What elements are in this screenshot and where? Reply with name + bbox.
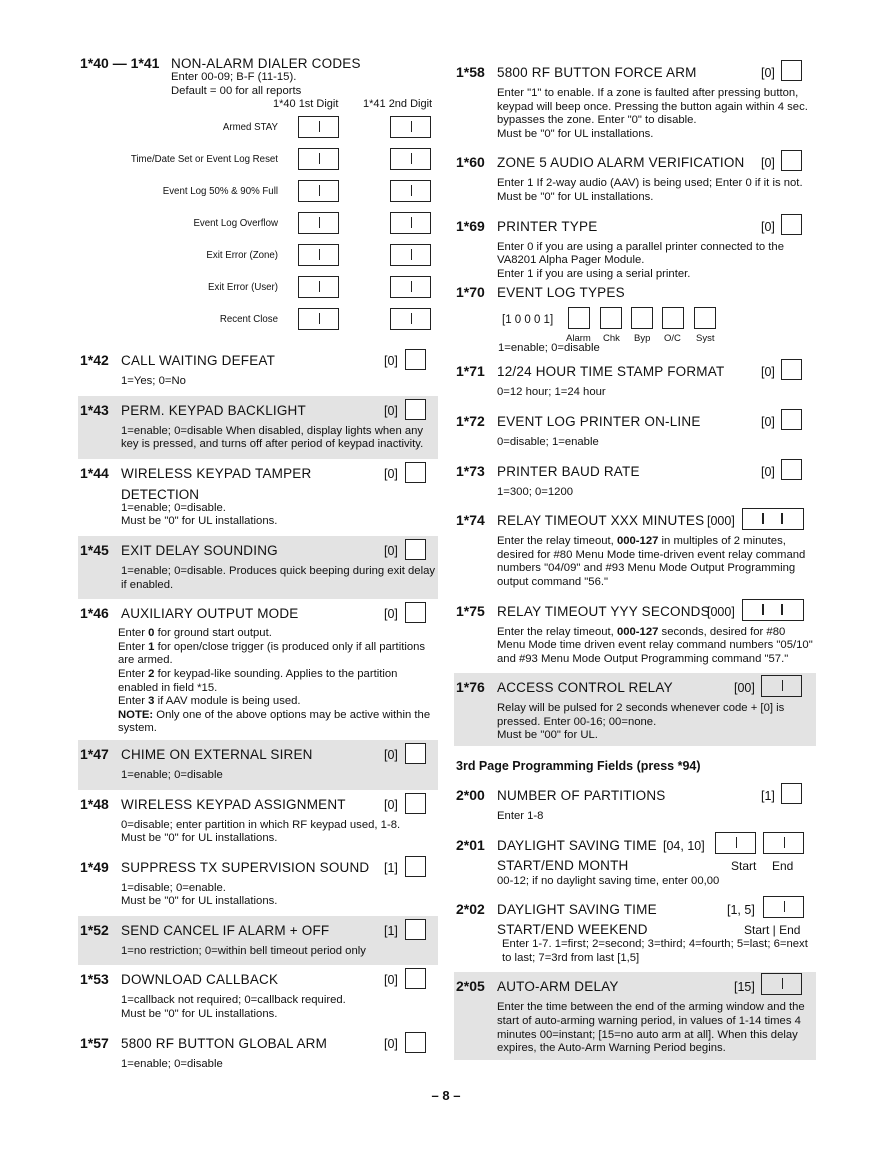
entry-box[interactable]: [405, 349, 426, 370]
field-title: 5800 RF BUTTON FORCE ARM: [497, 65, 697, 80]
field-1-60: [454, 148, 816, 211]
default-value: [0]: [384, 403, 398, 418]
digit-box-2nd[interactable]: [390, 244, 431, 266]
row-label: Exit Error (User): [208, 282, 278, 293]
dialer-code-row: [78, 244, 438, 266]
start-label: Start: [731, 858, 757, 873]
digit-box-1st[interactable]: [298, 116, 339, 138]
field-code: 2*02: [456, 901, 485, 918]
field-code: 2*05: [456, 978, 485, 995]
field-1-49: [78, 853, 438, 916]
field-code: 2*00: [456, 787, 485, 804]
field-description: 0=12 hour; 1=24 hour: [497, 386, 606, 399]
entry-box[interactable]: [781, 459, 802, 480]
default-value: [0]: [384, 747, 398, 762]
field-description: Enter 1-8: [497, 810, 544, 823]
section-heading: [454, 746, 816, 781]
default-value: [0]: [384, 543, 398, 558]
field-code: 1*60: [456, 154, 485, 171]
field-1-72: [454, 407, 816, 457]
start-end-label: Start | End: [744, 923, 801, 938]
field-title: NUMBER OF PARTITIONS: [497, 788, 666, 804]
event-type-label: Chk: [603, 333, 620, 345]
field-1-48: [78, 790, 438, 853]
start-end-week-entry-box[interactable]: [763, 896, 804, 918]
field-title: EVENT LOG PRINTER ON-LINE: [497, 413, 701, 429]
right-column: [454, 58, 816, 1060]
field-2-01: [454, 831, 816, 896]
two-digit-entry-box[interactable]: [761, 675, 802, 697]
event-type-label: Syst: [696, 333, 715, 345]
default-value: [0]: [761, 464, 775, 479]
field-1-52: [78, 916, 438, 966]
field-description: 0=disable; 1=enable: [497, 435, 599, 448]
default-value: [0]: [384, 466, 398, 481]
row-label: Exit Error (Zone): [206, 250, 278, 261]
dialer-code-row: [78, 148, 438, 170]
field-subtitle: START/END WEEKEND: [497, 922, 648, 938]
field-description: Must be "0" for UL installations.: [121, 895, 278, 908]
entry-box[interactable]: [405, 743, 426, 764]
field-code: 1*70: [456, 284, 485, 301]
field-subtitle: START/END MONTH: [497, 857, 629, 873]
field-code: 1*47: [80, 745, 109, 762]
row-label: Recent Close: [219, 314, 278, 325]
field-1-46: [78, 599, 438, 740]
field-code: 1*53: [80, 971, 109, 988]
field-title: CHIME ON EXTERNAL SIREN: [121, 746, 313, 762]
field-title: ZONE 5 AUDIO ALARM VERIFICATION: [497, 155, 745, 171]
field-title: DOWNLOAD CALLBACK: [121, 972, 279, 988]
digit-box-2nd[interactable]: [390, 276, 431, 298]
field-title: NON-ALARM DIALER CODES: [171, 56, 361, 71]
field-description: Enter 1-7. 1=first; 2=second; 3=third; 4=fourth; 5=last; 6=next to last; 7=3rd from last [1,5]: [502, 938, 808, 964]
field-note: Default = 00 for all reports: [171, 85, 302, 97]
field-code: 1*73: [456, 462, 485, 479]
event-type-label: Alarm: [566, 333, 591, 345]
entry-box[interactable]: [405, 399, 426, 420]
event-type-box-alarm[interactable]: [568, 307, 590, 329]
field-1-40: [78, 52, 438, 346]
three-digit-entry-box[interactable]: [742, 508, 804, 530]
field-code: 1*44: [80, 464, 109, 481]
default-value: [0]: [761, 219, 775, 234]
default-value: [000]: [707, 604, 735, 619]
entry-box[interactable]: [405, 968, 426, 989]
field-title: WIRELESS KEYPAD ASSIGNMENT: [121, 796, 346, 812]
field-code: 1*42: [80, 352, 109, 368]
field-description: 00-12; if no daylight saving time, enter 00,00: [497, 874, 720, 887]
dialer-code-row: [78, 276, 438, 298]
field-code: 1*74: [456, 512, 485, 529]
field-code: 1*75: [456, 602, 485, 619]
field-2-02: [454, 895, 816, 972]
field-code: 1*58: [456, 64, 485, 80]
event-type-box-syst[interactable]: [694, 307, 716, 329]
field-title: ACCESS CONTROL RELAY: [497, 680, 673, 696]
left-column: [78, 52, 438, 1071]
default-value: [0]: [384, 607, 398, 622]
entry-box[interactable]: [405, 539, 426, 560]
field-1-71: [454, 357, 816, 407]
row-label: Time/Date Set or Event Log Reset: [130, 154, 278, 165]
default-value: [0]: [761, 365, 775, 380]
field-description: 1=enable; 0=disable When disabled, display lights when any key is pressed, and turns off after period of keypad inactivity.: [121, 424, 424, 451]
field-description: 1=enable; 0=disable: [498, 342, 600, 355]
field-description: Must be "0" for UL installations.: [121, 832, 278, 845]
entry-box[interactable]: [405, 919, 426, 940]
entry-box[interactable]: [405, 793, 426, 814]
default-value: [1]: [384, 860, 398, 875]
field-1-42: [78, 346, 438, 396]
default-value: [0]: [384, 973, 398, 988]
field-code: 1*72: [456, 412, 485, 429]
default-value: [000]: [707, 514, 735, 529]
field-1-58: [454, 58, 816, 148]
default-value: [0]: [761, 414, 775, 429]
field-description: 1=Yes; 0=No: [121, 375, 186, 387]
field-1-74: [454, 506, 816, 596]
field-1-75: [454, 597, 816, 674]
digit-box-1st[interactable]: [298, 276, 339, 298]
entry-box[interactable]: [781, 150, 802, 171]
column-header-1st-digit: 1*40 1st Digit: [273, 98, 339, 110]
field-title: SEND CANCEL IF ALARM + OFF: [121, 922, 330, 938]
entry-box[interactable]: [781, 409, 802, 430]
field-title: RELAY TIMEOUT YYY SECONDS: [497, 603, 710, 619]
digit-box-1st[interactable]: [298, 148, 339, 170]
dialer-code-row: [78, 308, 438, 330]
entry-box[interactable]: [781, 359, 802, 380]
event-type-box-oc[interactable]: [662, 307, 684, 329]
field-code: 1*71: [456, 363, 485, 380]
field-description: Must be "0" for UL installations.: [121, 515, 278, 528]
field-description: 1=enable; 0=disable: [121, 768, 223, 781]
event-type-box-byp[interactable]: [631, 307, 653, 329]
column-header-2nd-digit: 1*41 2nd Digit: [363, 98, 433, 110]
field-1-69: [454, 212, 816, 282]
default-value: [0]: [384, 797, 398, 812]
field-title: PERM. KEYPAD BACKLIGHT: [121, 402, 306, 418]
event-type-label: O/C: [664, 333, 681, 345]
field-description: 1=callback not required; 0=callback required.: [121, 994, 346, 1007]
page-number: – 8 –: [431, 1088, 461, 1103]
field-code: 1*48: [80, 795, 109, 812]
digit-box-1st[interactable]: [298, 180, 339, 202]
field-title: CALL WAITING DEFEAT: [121, 353, 276, 368]
field-description: Must be "00" for UL.: [497, 729, 598, 742]
default-value: [1 0 0 0 1]: [502, 314, 554, 327]
field-1-73: [454, 457, 816, 507]
end-month-entry-box[interactable]: [763, 832, 804, 854]
field-description: Enter "1" to enable. If a zone is faulted after pressing button, keypad will beep once. Pressing the button again within 4 sec. bypasses the zone. Enter "0" to disable.: [497, 87, 808, 127]
field-title: 5800 RF BUTTON GLOBAL ARM: [121, 1035, 328, 1051]
field-description: Enter the relay timeout, 000-127 seconds, desired for #80 Menu Mode time driven event relay command numbers "05/10" and #93 Menu Mode Output Programming command "57.": [497, 625, 813, 665]
field-description: Relay will be pulsed for 2 seconds whenever code + [0] is pressed. Enter 00-16; 00=none.: [497, 702, 785, 728]
entry-box[interactable]: [405, 602, 426, 623]
field-description: 1=enable; 0=disable.: [121, 501, 226, 514]
dialer-code-row: [78, 212, 438, 234]
dialer-code-row: [78, 180, 438, 202]
digit-box-2nd[interactable]: [390, 212, 431, 234]
digit-box-1st[interactable]: [298, 308, 339, 330]
default-value: [0]: [761, 66, 775, 80]
two-digit-entry-box[interactable]: [761, 973, 802, 995]
field-title: PRINTER TYPE: [497, 218, 598, 234]
field-2-05: [454, 972, 816, 1059]
field-description: Must be "0" for UL installations.: [121, 1008, 278, 1021]
field-code: 1*52: [80, 921, 109, 938]
field-1-45: [78, 536, 438, 599]
field-title: WIRELESS KEYPAD TAMPER: [121, 465, 312, 481]
field-title: EVENT LOG TYPES: [497, 285, 625, 301]
field-1-47: [78, 740, 438, 790]
entry-box[interactable]: [405, 462, 426, 483]
field-title: AUTO-ARM DELAY: [497, 979, 619, 995]
digit-box-1st[interactable]: [298, 212, 339, 234]
field-description: Must be "0" for UL installations.: [497, 127, 654, 140]
default-value: [00]: [734, 681, 755, 696]
field-1-43: [78, 396, 438, 459]
field-code: 2*01: [456, 836, 485, 853]
digit-box-2nd[interactable]: [390, 180, 431, 202]
default-value: [0]: [384, 1036, 398, 1051]
field-code: 1*40 — 1*41: [80, 55, 160, 71]
field-description: Enter 0 for ground start output. Enter 1 for open/close trigger (is produced only if all partitions are armed. Enter 2 for keypad-like sounding. Applies to the partition enabled in field *15. Enter 3 if AAV module is being used. NOTE: Only one of the above options may be active within the system.: [118, 627, 431, 735]
field-code: 1*76: [456, 679, 485, 696]
field-description: 0=disable; enter partition in which RF keypad used, 1-8.: [121, 818, 401, 831]
field-description: 1=enable; 0=disable: [121, 1057, 223, 1070]
field-1-76: [454, 673, 816, 746]
field-title: DAYLIGHT SAVING TIME: [497, 837, 657, 853]
default-value: [1, 5]: [727, 903, 755, 918]
field-description: Enter 1 If 2-way audio (AAV) is being used; Enter 0 if it is not.: [497, 177, 803, 190]
field-title: RELAY TIMEOUT XXX MINUTES: [497, 513, 705, 529]
field-1-44: [78, 459, 438, 536]
event-type-label: Byp: [634, 333, 651, 345]
digit-box-2nd[interactable]: [390, 148, 431, 170]
field-code: 1*46: [80, 605, 109, 622]
field-description: Enter 0 if you are using a parallel printer connected to the VA8201 Alpha Pager Module.: [497, 240, 784, 267]
end-label: End: [772, 858, 794, 873]
row-label: Armed STAY: [222, 122, 278, 133]
field-title: EXIT DELAY SOUNDING: [121, 542, 278, 558]
row-label: Event Log 50% & 90% Full: [162, 186, 278, 197]
field-1-70: [454, 281, 816, 357]
field-description: 1=no restriction; 0=within bell timeout period only: [121, 944, 366, 957]
field-description: 1=enable; 0=disable. Produces quick beeping during exit delay if enabled.: [121, 564, 436, 591]
start-month-entry-box[interactable]: [715, 832, 756, 854]
field-description: Enter the relay timeout, 000-127 in multiples of 2 minutes, desired for #80 Menu Mode time-driven event relay command numbers "04/09" and #93 Menu Mode Output Programming output command "56.": [497, 535, 806, 588]
field-code: 1*45: [80, 541, 109, 558]
default-value: [15]: [734, 980, 755, 995]
field-code: 1*57: [80, 1034, 109, 1051]
field-title: DAYLIGHT SAVING TIME: [497, 902, 657, 918]
field-code: 1*49: [80, 858, 109, 875]
field-title: 12/24 HOUR TIME STAMP FORMAT: [497, 364, 725, 380]
entry-box[interactable]: [405, 1032, 426, 1053]
entry-box[interactable]: [405, 856, 426, 877]
default-value: [1]: [384, 923, 398, 938]
digit-box-1st[interactable]: [298, 244, 339, 266]
entry-box[interactable]: [781, 783, 802, 804]
three-digit-entry-box[interactable]: [742, 599, 804, 621]
field-1-57: [78, 1029, 438, 1072]
default-value: [0]: [761, 156, 775, 171]
default-value: [0]: [384, 354, 398, 368]
field-1-53: [78, 965, 438, 1028]
entry-box[interactable]: [781, 60, 802, 81]
field-code: 1*69: [456, 217, 485, 234]
field-2-00: [454, 781, 816, 831]
field-code: 1*43: [80, 401, 109, 418]
field-subtitle: DETECTION: [121, 486, 200, 502]
digit-box-2nd[interactable]: [390, 116, 431, 138]
field-note: Enter 00-09; B-F (11-15).: [171, 71, 297, 83]
row-label: Event Log Overflow: [193, 218, 278, 229]
field-description: 1=disable; 0=enable.: [121, 881, 226, 894]
field-description: Enter 1 if you are using a serial printer.: [497, 267, 691, 280]
field-title: PRINTER BAUD RATE: [497, 463, 640, 479]
field-description: 1=300; 0=1200: [497, 485, 574, 498]
default-value: [1]: [761, 789, 775, 804]
section-title: 3rd Page Programming Fields: [456, 759, 634, 774]
field-description: Enter the time between the end of the arming window and the start of auto-arming warning period, in values of 1-14 times 4 minutes 00=instant; [15=no auto arm at all]. When this delay expires, the Auto-Arm Warning Period begins.: [497, 1001, 805, 1055]
default-value: [04, 10]: [663, 838, 705, 853]
section-press-hint: (press *94): [633, 759, 701, 774]
event-type-box-chk[interactable]: [600, 307, 622, 329]
field-description: Must be "0" for UL installations.: [497, 190, 654, 203]
field-title: AUXILIARY OUTPUT MODE: [121, 606, 299, 622]
field-title: SUPPRESS TX SUPERVISION SOUND: [121, 859, 370, 875]
digit-box-2nd[interactable]: [390, 308, 431, 330]
dialer-code-row: [78, 116, 438, 138]
entry-box[interactable]: [781, 214, 802, 235]
